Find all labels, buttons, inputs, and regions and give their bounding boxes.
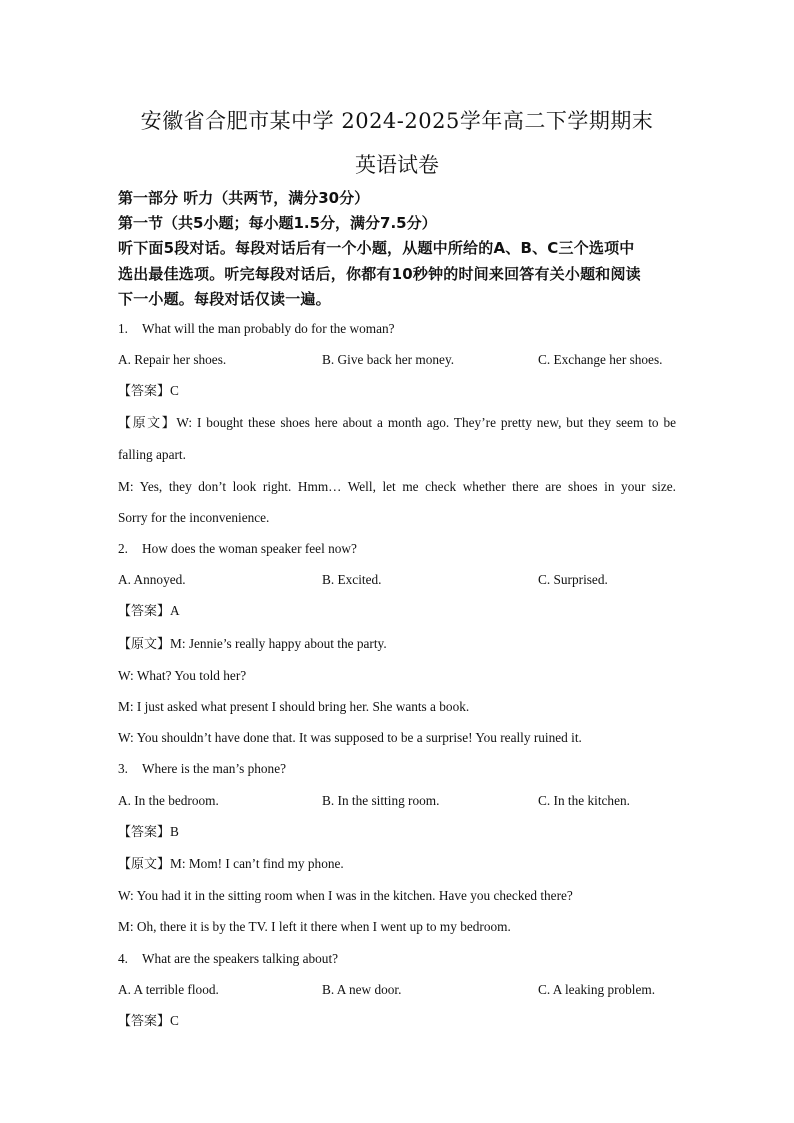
instruction-line: 下一小题。每段对话仅读一遍。 <box>118 290 331 308</box>
script-line: W: You had it in the sitting room when I was in the kitchen. Have you checked there? <box>118 888 573 904</box>
option-a: A. A terrible flood. <box>118 981 219 997</box>
script-line: 【原文】W: I bought these shoes here about a month ago. They’re pretty new, but they seem to be <box>118 415 676 432</box>
option-b: B. Excited. <box>322 572 382 588</box>
script-line: M: I just asked what present I should bring her. She wants a book. <box>118 698 470 714</box>
script-line: M: Oh, there it is by the TV. I left it there when I went up to my bedroom. <box>118 919 511 935</box>
page-title: 安徽省合肥市某中学 2024-2025学年高二下学期期末 <box>140 109 654 133</box>
answer-tag: 【答案】 <box>118 383 171 399</box>
script-line: M: Yes, they don’t look right. Hmm… Well, let me check whether there are shoes in your size. <box>118 478 676 494</box>
option-b: B. A new door. <box>322 981 402 997</box>
question-stem: 3. Where is the man’s phone? <box>118 753 676 784</box>
question-stem: 1. What will the man probably do for the woman? <box>118 313 676 344</box>
script-line: falling apart. <box>118 447 186 463</box>
part-heading: 第一部分 听力（共两节，满分30分） <box>118 189 370 207</box>
script-line: 【原文】M: Mom! I can’t find my phone. <box>118 855 344 872</box>
text-tag: 【原文】 <box>118 416 177 432</box>
option-c: C. A leaking problem. <box>538 981 656 997</box>
answer-line <box>118 375 676 407</box>
answer-line <box>118 816 676 848</box>
text-tag: 【原文】 <box>118 636 171 652</box>
answer-value: A <box>170 603 180 619</box>
answer-value: C <box>170 382 179 398</box>
answer-tag: 【答案】 <box>118 1013 171 1029</box>
option-a: A. In the bedroom. <box>118 792 219 808</box>
question-options <box>118 974 676 1005</box>
option-c: C. In the kitchen. <box>538 792 630 808</box>
question-stem: 2. How does the woman speaker feel now? <box>118 533 676 564</box>
instructions <box>118 236 676 313</box>
answer-value: C <box>170 1012 179 1028</box>
answer-tag: 【答案】 <box>118 824 171 840</box>
answer-line <box>118 595 676 627</box>
page-subtitle: 英语试卷 <box>355 153 439 177</box>
question-number: 3. <box>118 761 128 777</box>
instruction-line: 听下面5段对话。每段对话后有一个小题，从题中所给的A、B、C三个选项中 <box>118 239 635 257</box>
option-b: B. Give back her money. <box>322 351 455 367</box>
script-line: Sorry for the inconvenience. <box>118 509 270 525</box>
question-number: 2. <box>118 540 128 556</box>
question-options <box>118 564 676 595</box>
answer-line <box>118 1005 676 1037</box>
question-number: 1. <box>118 320 128 336</box>
question-stem: 4. What are the speakers talking about? <box>118 943 676 974</box>
option-b: B. In the sitting room. <box>322 792 440 808</box>
script-line: W: You shouldn’t have done that. It was supposed to be a surprise! You really ruined it. <box>118 730 582 746</box>
answer-value: B <box>170 823 179 839</box>
question-options <box>118 344 676 375</box>
question-number: 4. <box>118 950 128 966</box>
section-heading: 第一节（共5小题；每小题1.5分，满分7.5分） <box>118 214 437 232</box>
script-line: W: What? You told her? <box>118 667 247 683</box>
question-options <box>118 785 676 816</box>
answer-tag: 【答案】 <box>118 604 171 620</box>
option-a: A. Annoyed. <box>118 572 186 588</box>
option-c: C. Exchange her shoes. <box>538 351 663 367</box>
option-c: C. Surprised. <box>538 572 608 588</box>
text-tag: 【原文】 <box>118 856 171 872</box>
instruction-line: 选出最佳选项。听完每段对话后，你都有10秒钟的时间来回答有关小题和阅读 <box>118 264 641 283</box>
script-line: 【原文】M: Jennie’s really happy about the party. <box>118 635 387 652</box>
option-a: A. Repair her shoes. <box>118 351 227 367</box>
